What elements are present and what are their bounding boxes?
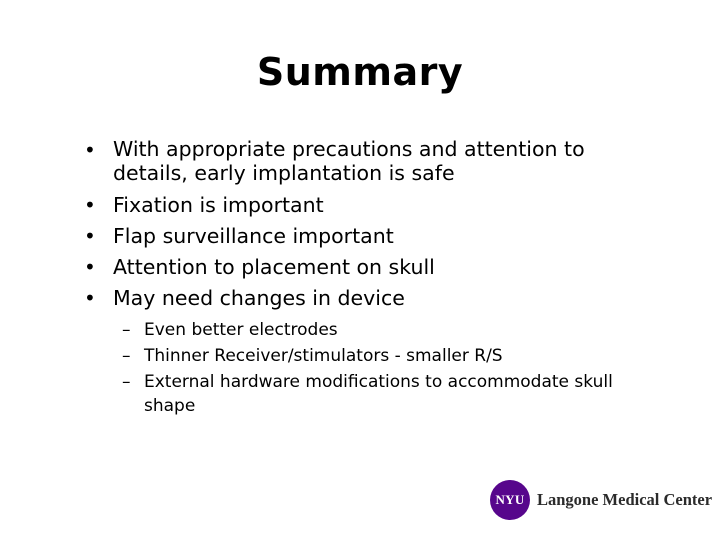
bullet-marker: • (84, 224, 96, 248)
sub-bullet-text-line: External hardware modifications to accommodate skull (144, 372, 613, 392)
sub-bullet-marker: – (122, 372, 131, 392)
bullet-item (84, 135, 644, 190)
bullet-text-line: With appropriate precautions and attention to (113, 137, 585, 161)
sub-bullet-text: Even better electrodes (144, 320, 338, 340)
bullet-item (84, 221, 644, 252)
sub-bullet-item (122, 343, 652, 369)
bullet-marker: • (84, 286, 96, 310)
sub-bullet-marker: – (122, 346, 131, 366)
slide-title: Summary (256, 50, 464, 94)
sub-bullet-item (122, 317, 652, 343)
sub-bullet-marker: – (122, 320, 131, 340)
nyu-langone-logo (490, 478, 712, 522)
bullet-item (84, 283, 644, 314)
bullet-list (84, 135, 644, 314)
sub-bullet-list (122, 317, 652, 418)
sub-bullet-text: Thinner Receiver/stimulators - smaller R/S (144, 346, 503, 366)
bullet-text: May need changes in device (113, 286, 405, 310)
bullet-text: Flap surveillance important (113, 224, 394, 248)
bullet-marker: • (84, 255, 96, 279)
logo-text: Langone Medical Center (537, 490, 713, 509)
bullet-text: Fixation is important (113, 193, 324, 217)
bullet-item (84, 252, 644, 283)
bullet-item (84, 190, 644, 221)
bullet-marker: • (84, 193, 96, 217)
sub-bullet-text-line: shape (144, 396, 196, 416)
sub-bullet-item (122, 369, 652, 418)
bullet-text (113, 135, 644, 190)
nyu-logo-mark: NYU (490, 480, 530, 520)
bullet-text: Attention to placement on skull (113, 255, 435, 279)
bullet-text-line: details, early implantation is safe (113, 161, 455, 185)
bullet-marker: • (84, 138, 96, 162)
sub-bullet-text (144, 369, 652, 418)
